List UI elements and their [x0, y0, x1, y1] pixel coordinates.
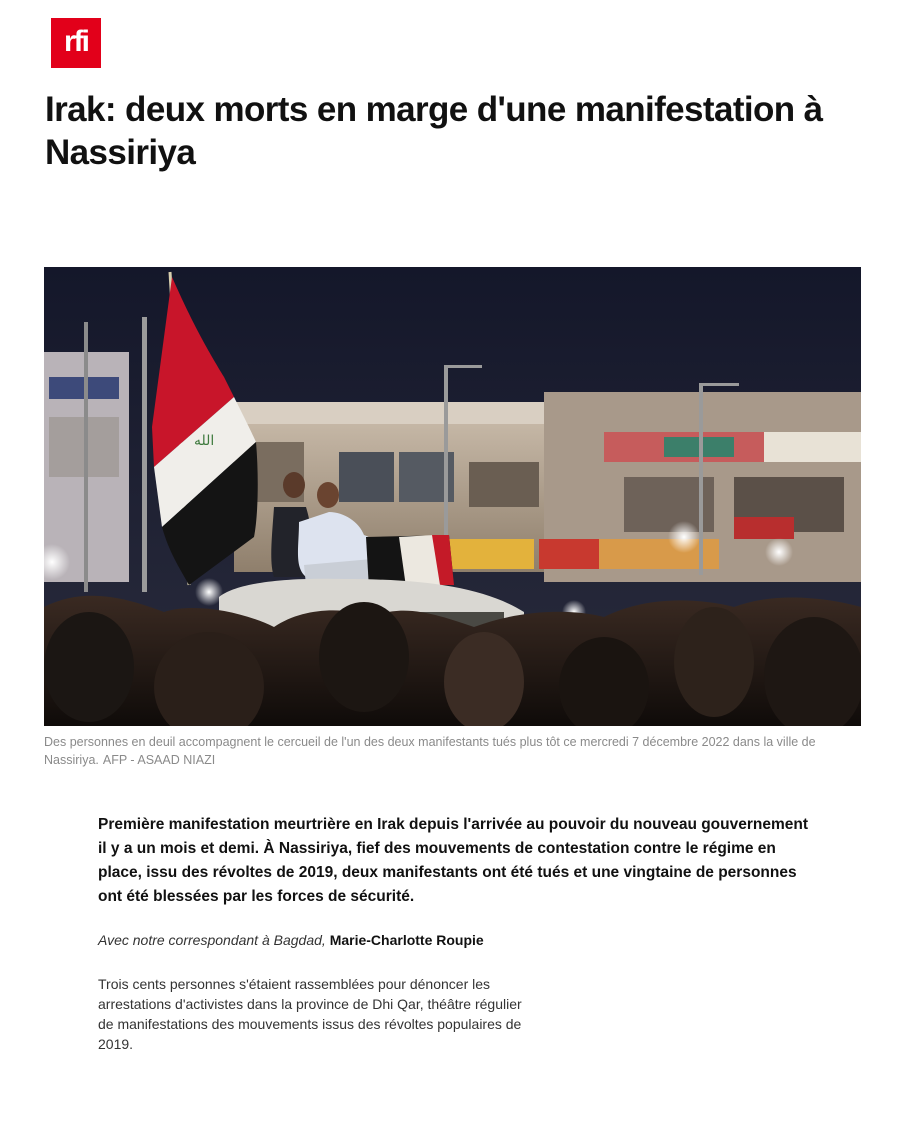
byline-intro: Avec notre correspondant à Bagdad, [98, 932, 326, 948]
article-photo [44, 267, 861, 726]
svg-text:الله: الله [194, 433, 215, 449]
article-photo-illustration [44, 267, 861, 726]
rfi-logo-text: rfi [64, 25, 88, 58]
article-lead: Première manifestation meurtrière en Irak depuis l'arrivée au pouvoir du nouveau gouvernement il y a un mois et demi. À Nassiriya, fief des mouvements de contestation contre le régime en place, issu des révoltes de 2019, deux manifestants ont été tués et une vingtaine de personnes ont été blessées par les forces de sécurité. [98, 816, 809, 905]
article-paragraph: Trois cents personnes s'étaient rassemblées pour dénoncer les arrestations d'activistes dans la province de Dhi Qar, théâtre régulier de manifestations des mouvements issus des révoltes populaires de 2019. [98, 976, 522, 1052]
article-title: Irak: deux morts en marge d'une manifestation à Nassiriya [45, 90, 823, 172]
byline-author[interactable]: Marie-Charlotte Roupie [329, 932, 484, 948]
photo-caption [44, 733, 861, 769]
byline [98, 930, 484, 950]
photo-caption-text: Des personnes en deuil accompagnent le cercueil de l'un des deux manifestants tués plus tôt ce mercredi 7 décembre 2022 dans la ville de Nassiriya. [44, 735, 816, 767]
photo-credit: AFP - ASAAD NIAZI [102, 753, 216, 767]
rfi-logo[interactable] [51, 18, 101, 68]
